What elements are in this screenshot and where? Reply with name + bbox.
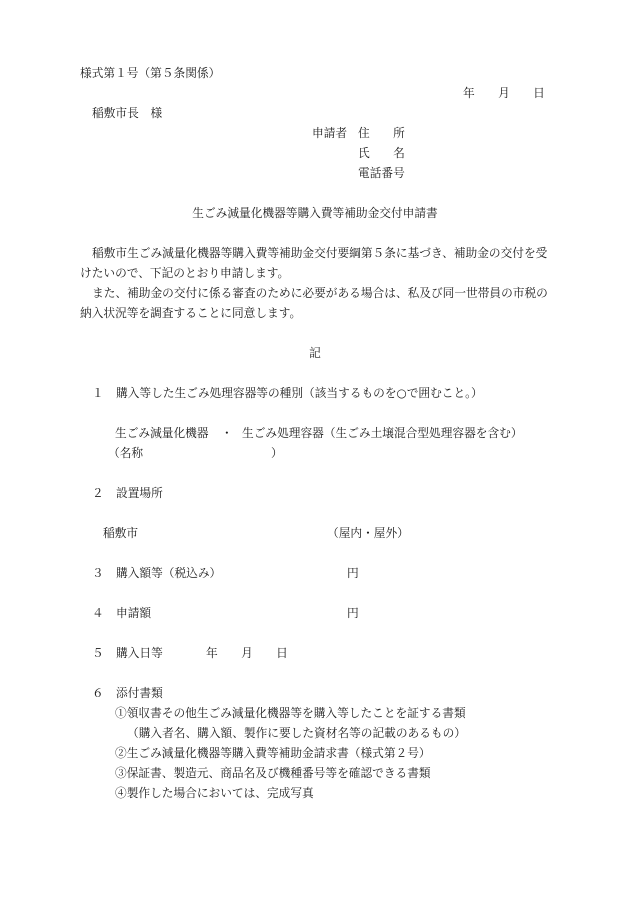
- item-number: ５: [92, 646, 104, 660]
- amount-unit: 円: [347, 606, 359, 620]
- type-option-container: 生ごみ処理容器（生ごみ土壌混合型処理容器を含む）: [242, 426, 523, 440]
- item-number: ２: [92, 486, 104, 500]
- product-name-close: ）: [271, 446, 283, 460]
- applicant-address-label: 住 所: [358, 126, 405, 140]
- item-label: 購入日等: [116, 646, 163, 660]
- statement-line: また、補助金の交付に係る審査のために必要がある場合は、私及び同一世帯員の市税の: [92, 286, 548, 300]
- applicant-phone-label: 電話番号: [358, 166, 405, 180]
- attachment-item: ②生ごみ減量化機器等購入費等補助金請求書（様式第２号）: [115, 746, 431, 760]
- attachment-item-note: （購入者名、購入額、製作に要した資材名等の記載のあるもの）: [127, 726, 466, 740]
- statement-line: 納入状況等を調査することに同意します。: [80, 306, 302, 320]
- item-label: 添付書類: [116, 686, 163, 700]
- document-title: 生ごみ減量化機器等購入費等補助金交付申請書: [192, 206, 438, 220]
- applicant-name-label: 氏 名: [358, 146, 405, 160]
- purchase-date-value: 年 月 日: [206, 646, 288, 660]
- submission-date: 年 月 日: [463, 86, 545, 100]
- attachment-item: ①領収書その他生ごみ減量化機器等を購入等したことを証する書類: [115, 706, 466, 720]
- item-number: １: [92, 386, 104, 400]
- item-number: ６: [92, 686, 104, 700]
- attachment-item: ③保証書、製造元、商品名及び機種番号等を確認できる書類: [115, 766, 431, 780]
- addressee: 稲敷市長 様: [92, 106, 163, 120]
- note-heading: 記: [309, 346, 321, 360]
- statement-line: 稲敷市生ごみ減量化機器等購入費等補助金交付要綱第５条に基づき、補助金の交付を受: [92, 246, 548, 260]
- amount-unit: 円: [347, 566, 359, 580]
- item-label: 設置場所: [116, 486, 163, 500]
- location-indoor-outdoor: （屋内・屋外）: [327, 526, 409, 540]
- location-city: 稲敷市: [103, 526, 139, 540]
- type-option-separator: ・: [221, 426, 233, 440]
- item-number: ４: [92, 606, 104, 620]
- applicant-label: 申請者: [312, 126, 348, 140]
- item-label: 申請額: [116, 606, 152, 620]
- product-name-label: （名称: [108, 446, 144, 460]
- statement-line: けたいので、下記のとおり申請します。: [80, 266, 290, 280]
- form-label: 様式第１号（第５条関係）: [80, 66, 221, 80]
- type-option-machine: 生ごみ減量化機器: [115, 426, 209, 440]
- item-label: 購入等した生ごみ処理容器等の種別（該当するものを○で囲むこと。）: [116, 386, 483, 400]
- item-label: 購入額等（税込み）: [116, 566, 222, 580]
- attachment-item: ④製作した場合においては、完成写真: [115, 786, 314, 800]
- item-number: ３: [92, 566, 104, 580]
